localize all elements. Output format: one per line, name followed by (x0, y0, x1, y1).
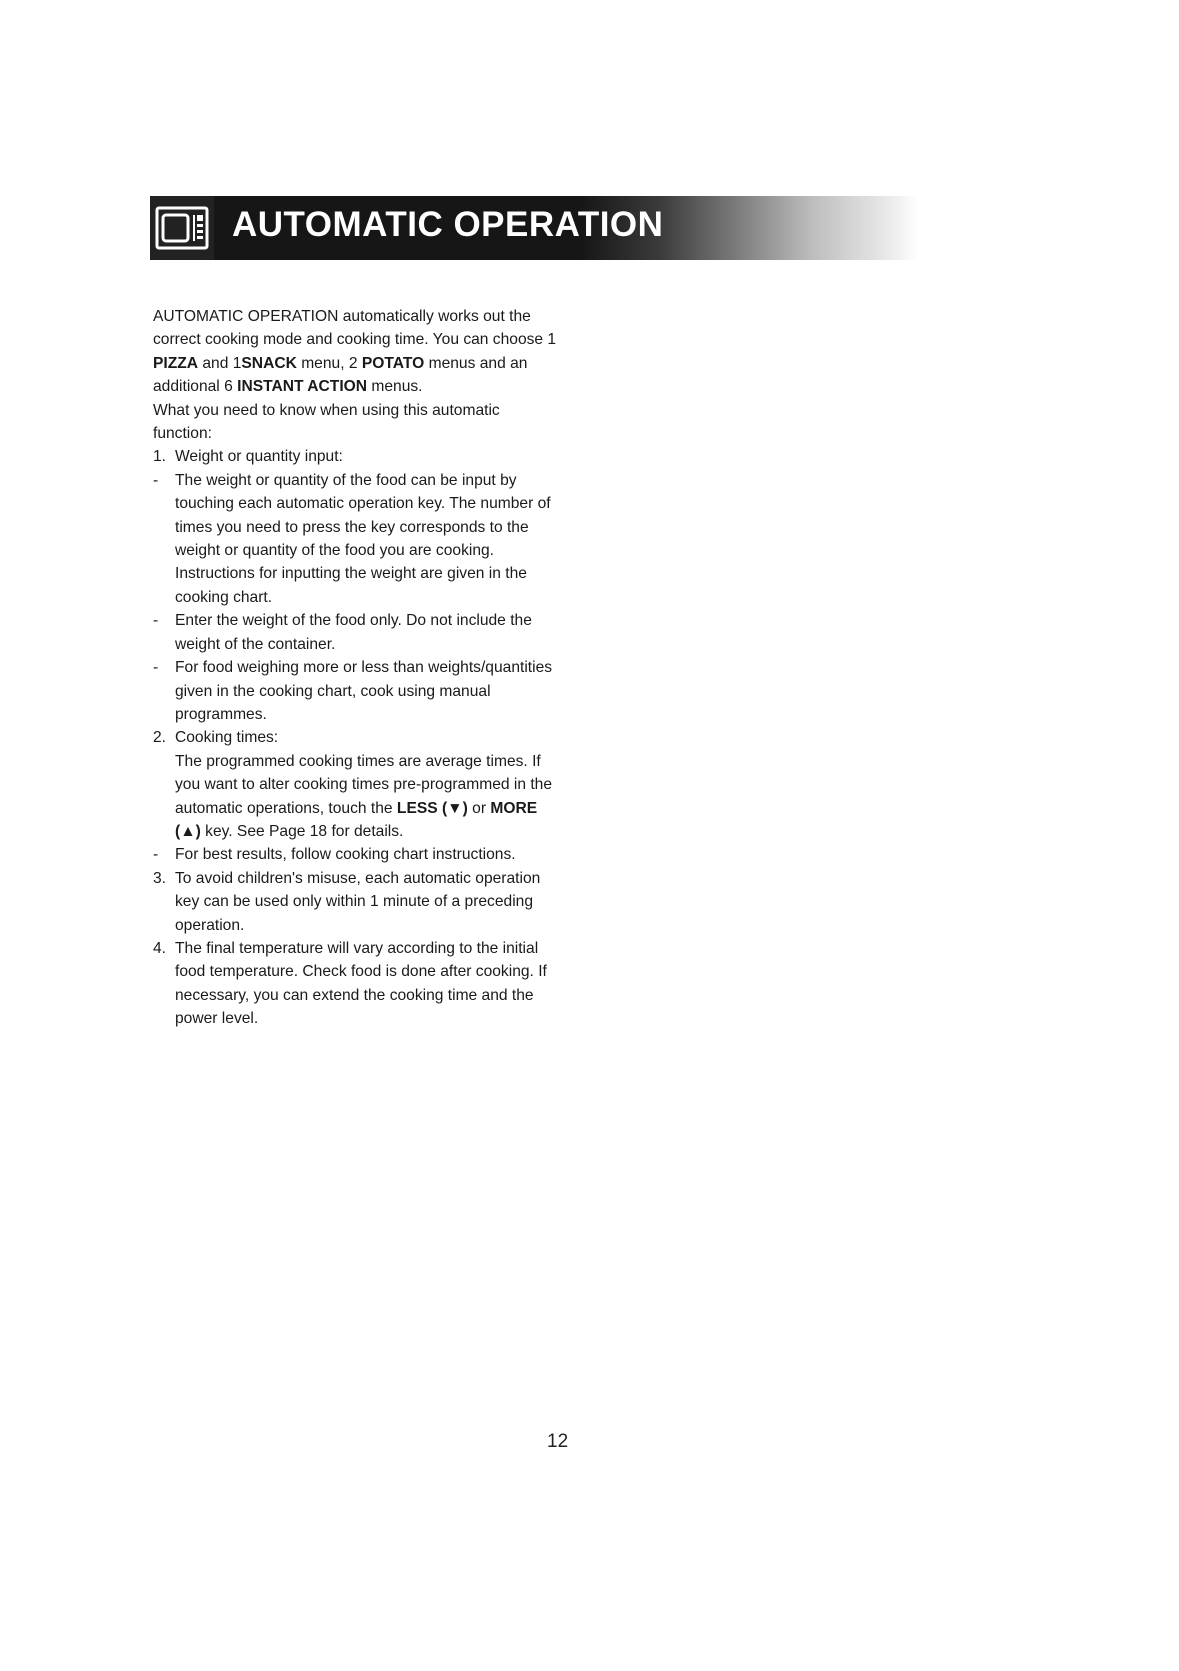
section-1-heading: 1. Weight or quantity input: (153, 448, 343, 466)
section-1-bullet-1: - The weight or quantity of the food can be input by touching each automatic operation key. The number of times you need to press the key corresponds to the weight or quantity of the food you are cooking. Instructions for inputting the weight are given in the cooking chart. (153, 471, 551, 606)
section-2-heading: 2. Cooking times: (153, 729, 279, 747)
microwave-icon (150, 196, 214, 260)
pizza-label: PIZZA (153, 354, 199, 372)
section-2-text: The programmed cooking times are average times. If you want to alter cooking times pre-programmed in the automatic operations, touch the LESS (▼) or MORE (▲) key. See Page 18 for details. (175, 752, 553, 840)
snack-label: SNACK (241, 354, 297, 372)
section-2-bullet-1: - For best results, follow cooking chart instructions. (153, 846, 516, 864)
potato-label: POTATO (361, 354, 425, 372)
section-header (150, 196, 920, 260)
page-title: AUTOMATIC OPERATION (232, 205, 664, 244)
body-text (153, 305, 558, 1031)
section-1-bullet-3: - For food weighing more or less than weights/quantities given in the cooking chart, cook using manual programmes. (153, 659, 553, 723)
section-1-bullet-2: - Enter the weight of the food only. Do not include the weight of the container. (153, 612, 532, 653)
need-to-know-text: What you need to know when using this automatic function: (153, 401, 500, 443)
section-3: 3. To avoid children's misuse, each automatic operation key can be used only within 1 minute of a preceding operation. (153, 869, 541, 934)
section-4: 4. The final temperature will vary according to the initial food temperature. Check food is done after cooking. If necessary, you can extend the cooking time and the power level. (153, 939, 547, 1028)
less-key-label: LESS (▼) (396, 799, 468, 817)
page-number: 12 (547, 1431, 569, 1452)
instant-action-label: INSTANT ACTION (237, 378, 368, 396)
more-key-label: MORE (▲) (175, 799, 538, 840)
intro-paragraph: AUTOMATIC OPERATION automatically works out the correct cooking mode and cooking time. You can choose 1 PIZZA and 1SNACK menu, 2 POTATO menus and an additional 6 INSTANT ACTION menus. (153, 308, 557, 396)
